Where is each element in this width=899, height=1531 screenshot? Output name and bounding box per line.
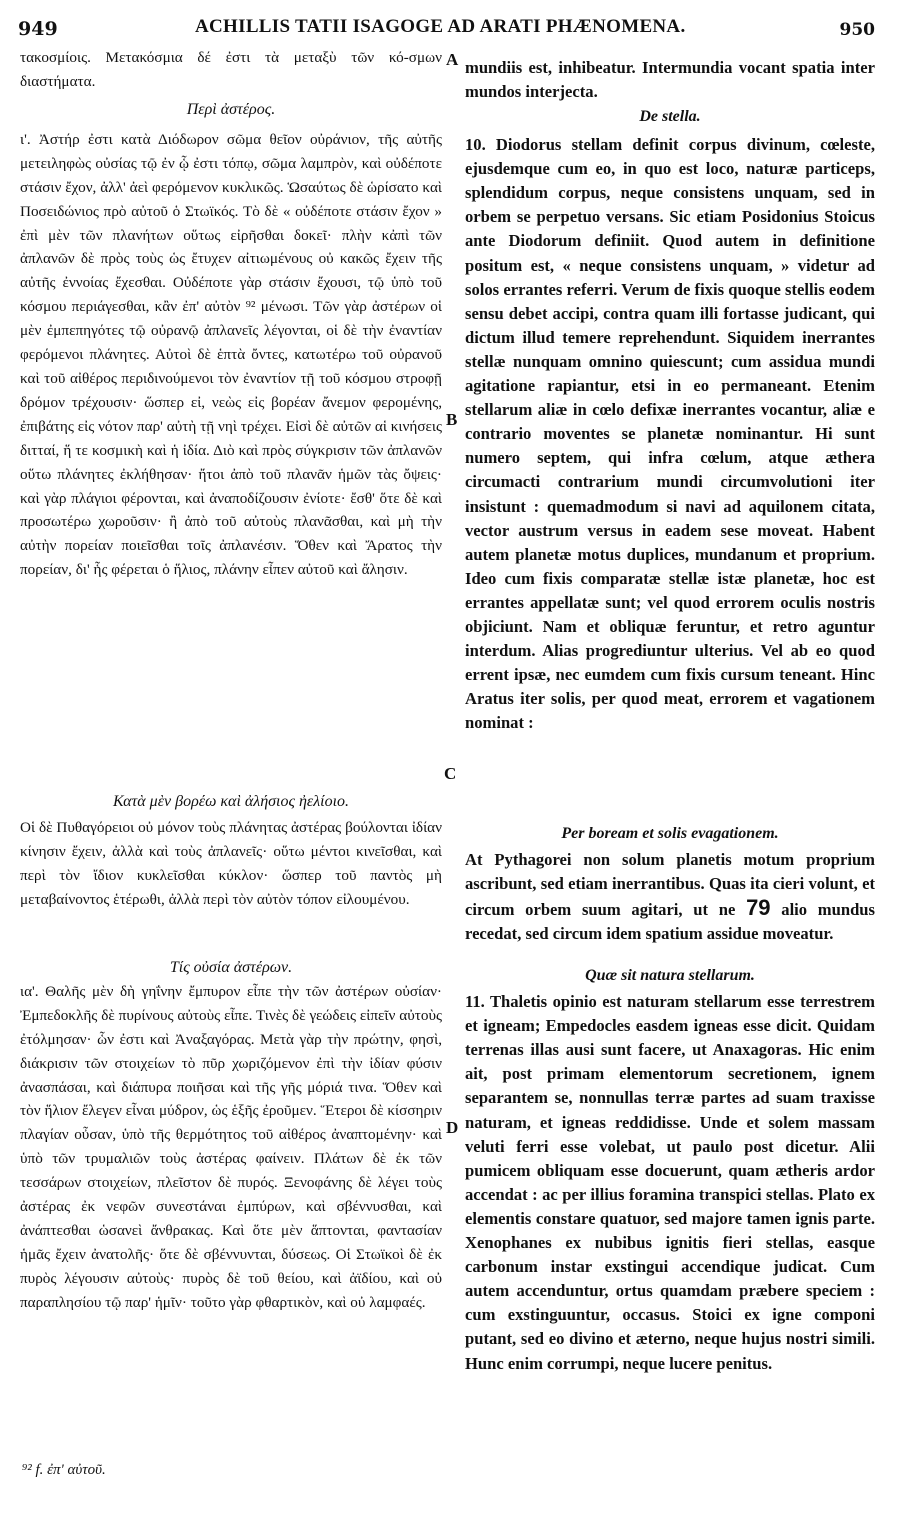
column-number-79: 79 — [746, 895, 771, 921]
greek-paragraph-stella: ι'. Ἀστήρ ἐστι κατὰ Διόδωρον σῶμα θεῖον οὐράνιον, τῆς αὐτῆς μετειληφὼς οὐσίας τῷ ἐν ᾧ ἐστι τόπῳ, σῶμα λαμπρὸν, καὶ οὐδέποτε στάσιν ἔχον, ἀλλ' ἀεὶ φερόμενον κυκλικῶς. Ὡσαύτως δὲ ὡρίσατο καὶ Ποσειδώνιος πρὸ αὐτοῦ ὁ Στωϊκός. Τὸ δὲ « οὐδέποτε στάσιν ἔχον » ἐπὶ μὲν τῶν πλανήτων οὕτως εἰρῆσθαι δοκεῖ· πλὴν κἀπὶ τῶν ἀπλανῶν δὲ πρὸς τοὺς ὡς ἔτυχεν αἰτιωμένους οὐ κακῶς ἔχειν τῆς αὐτῆς ἐννοίας ἔχεσθαι. Οὐδέποτε γὰρ στάσιν ἔχουσι, τῷ ὑπὸ τοῦ κόσμου περιάγεσθαι, κἂν ἐπ' αὐτὸν ⁹² μένωσι. Τῶν γὰρ ἀστέρων οἱ μὲν ἐμπεπηγότες τῷ οὐρανῷ ἀπλανεῖς λέγονται, οἱ δὲ τὴν ἐναντίαν φερόμενοι πλάνητες. Αὐτοὶ δὲ ἑπτὰ ὄντες, κατωτέρω τοῦ οὐρανοῦ καὶ τοῦ αἰθέρος περιδινούμενοι τὸν ἐναντίον τῇ τοῦ κόσμου στροφῇ δρόμον τρέχουσιν· ὥσπερ εἰ, νεὼς εἰς βορέαν ἄνεμον φερομένης, ἐπιβάτης εἰς νότον παρ' αὐτὴ τῇ νηὶ τρέχει. Εἰσὶ δὲ αὐτῶν αἱ κινήσεις διτταί, ἥ τε κοσμικὴ καὶ ἡ ἰδία. Διὸ καὶ πρὸς σύγκρισιν τῶν ἀπλανῶν οὕτω πλάνητες ἐκλήθησαν· ἤτοι ἀπὸ τοῦ πλανᾶν ἡμῶν τὰς ὄψεις· καὶ γὰρ πλάγιοι φέρονται, καὶ ἀναποδίζουσιν ἐνίοτε· ἔσθ' ὅτε δὲ καὶ προσωτέρω χωροῦσιν· ἢ ἀπὸ τοῦ αὐτοὺς πλανᾶσθαι, καὶ μὴ τὴν αὐτὴν πορείαν ποιεῖσθαι τοῖς ἀπλανέσιν. Ὅθεν καὶ Ἄρατος τὴν πορείαν, δι' ἧς φέρεται ὁ ἥλιος, πλάνην εἶπεν αὐτοῦ καὶ ἄλησιν. — [20, 130, 442, 579]
greek-paragraph-natura: ια'. Θαλῆς μὲν δὴ γηΐνην ἔμπυρον εἶπε τὴν τῶν ἀστέρων οὐσίαν· Ἐμπεδοκλῆς δὲ πυρίνους αὐτοὺς εἶπε. Τινὲς δὲ γεώδεις εἰπεῖν αὐτοὺς ἐτόλμησαν· ὧν ἐστι καὶ Ἀναξαγόρας. Μετὰ γὰρ τὴν πρώτην, φησὶ, διάκρισιν τῶν στοιχείων τὸ πῦρ χωριζόμενον ἐπὶ τὴν ἰδίαν φύσιν ἀνασπάσαι, καὶ διάπυρα ποιῆσαι καὶ τῆς γῆς μόριά τινα. Ὅθεν καὶ τὸν ἥλιον ἔλεγεν εἶναι μύδρον, ὡς ἑξῆς ἐροῦμεν. Ἕτεροι δὲ κίσσηριν πλαγίαν οὖσαν, ὑπὸ τῆς θερμότητος τοῦ αἰθέρος ἀναπτομένην· καὶ ὑπὸ τῶν τρυμαλιῶν τοὺς ἀστέρας φαίνειν. Πλάτων δὲ ἐκ τῶν τεσσάρων στοιχείων, πλεῖστον δὲ πυρός. Ξενοφάνης δὲ λέγει τοὺς ἀστέρας ἐκ νεφῶν συνεστάναι ἐμπύρων, καὶ σβέννυσθαι, καὶ ἀνάπτεσθαι ὡσανεὶ ἄνθρακας. Καὶ ὅτε μὲν ἅπτονται, φαντασίαν ἡμᾶς ἔχειν ἀνατολῆς· ὅτε δὲ σβέννυνται, δύσεως. Οἱ Στωϊκοὶ δὲ ἐκ πυρὸς λέγουσιν αὐτοὺς· πυρὸς δὲ τοῦ θείου, καὶ ἀϊδίου, καὶ οὐ παραπλησίου τῷ παρ' ἡμῖν· τοῦτο γὰρ φθαρτικὸν, καὶ οὐ λαμφαές. — [20, 982, 442, 1311]
page-header — [0, 14, 899, 48]
greek-section-stella — [20, 98, 442, 582]
latin-heading-quotation: Per boream et solis evagationem. — [561, 825, 779, 842]
margin-marker-b: B — [446, 410, 458, 429]
latin-section-stella — [465, 105, 875, 735]
greek-paragraph-pythagorei: Οἱ δὲ Πυθαγόρειοι οὐ μόνον τοὺς πλάνητας ἀστέρας βούλονται ἰδίαν κίνησιν ἔχειν, ἀλλὰ καὶ τοὺς ἀπλανεῖς· οὕτω μέντοι κινεῖσθαι, καὶ περὶ τὸν ἴδιον κυκλεῖσθαι κύκλον· ὥσπερ τοῦ παντὸς μὴ μεταβαίνοντος ἑτέρωθι, ἀλλὰ περὶ τὸν αὐτὸν τόπον εἰλουμένου. — [20, 818, 442, 908]
greek-heading-quotation: Κατὰ μὲν βορέω καὶ ἀλήσιος ἠελίοιο. — [112, 793, 350, 810]
latin-paragraph-natura: 11. Thaletis opinio est naturam stellarum esse terrestrem et igneam; Empedocles easdem igneas esse dicit. Quidam terrenas illas ausi sunt facere, ut Anaxagoras. Hic enim ait, post primam elementorum secretionem, ignem separantem se, nonnullas terræ partes ad suam traxisse naturam, et igneas reddidisse. Unde et solem massam veluti ferri esse volebat, ut paulo post dicetur. Alii pumicem obliquam esse docuerunt, quam ætheris ardor accendat : ac per illius foramina transpici stellas. Plato ex elementis constare quatuor, sed majore tamen ignis parte. Xenophanes ex nubibus ignitis fieri stellas, easque carbonum instar exstingui accendique judicat. Cum autem accenduntur, ortus quamdam præbere speciem : cum exstinguuntur, occasus. Stoici ex igne componi putant, sed eo divino et æterno, neque hujus nostri simili. Hunc enim corrumpi, neque lucere penitus. — [465, 992, 875, 1373]
latin-section-quotation — [465, 822, 875, 946]
page-number-left: 949 — [18, 18, 58, 40]
margin-marker-c: C — [444, 764, 457, 783]
footnote: ⁹² f. ἐπ' αὐτοῦ. — [22, 1462, 106, 1478]
latin-pythagorei-part-b: alio mundus recedat, sed circum idem spatium assidue moveatur. — [465, 900, 875, 944]
latin-section-natura — [465, 964, 875, 1376]
greek-intro-section — [20, 46, 442, 94]
greek-heading-natura: Τίς οὐσία ἀστέρων. — [169, 959, 293, 976]
latin-paragraph-stella: 10. Diodorus stellam definit corpus divinum, cœleste, ejusdemque cum eo, in quo est loco, naturæ particeps, splendidum corpus, neque consistens unquam, sed in orbem se perpetuo versans. Sic etiam Posidonius Stoicus ante Diodorum definiit. Quod autem in definitione positum est, « neque consistens unquam, » videtur ad solos errantes referri. Verum de fixis quoque stellis eodem sensu debet accipi, contra quam illi fortasse judicant, qui dictum illud temere reprehendunt. Siquidem inerrantes stellæ nunquam omnino quiescunt; cum assidua mundi agitatione rapiantur, etsi in eo permaneant. Etenim stellarum aliæ in cœlo defixæ inerrantes vocantur, aliæ e contrario moventes se planetæ nominantur. Hi sunt numero septem, qui infra cœlum, atque æthera circumacti contrarium mundi circumvolutioni iter insistunt : quemadmodum si navi ad aquilonem citata, vector austrum versus in eadem sese moveat. Habent autem planetæ motus duplices, mundanum et proprium. Ideo cum fixis comparatæ stellæ istæ planetæ, hoc est errantes appellatæ sunt; vel quod errorem oculis nostris objiciunt. Nam et obliquæ feruntur, et retro aguntur interdum. Alias progrediuntur ulterius. Vel ab eo quod errent ipsæ, nec eumdem cum fixis cursum teneant. Hinc Aratus iter solis, per quod meat, errorem et vagationem nominat : — [465, 135, 875, 733]
latin-pythagorei-part-a: At Pythagorei non solum planetis motum proprium ascribunt, sed etiam inerrantibus. Quas ita cieri volunt, et circum orbem suum agitari, ut ne — [465, 850, 875, 920]
margin-marker-d: D — [446, 1118, 459, 1137]
latin-paragraph-pythagorei — [465, 848, 875, 946]
latin-heading-natura: Quæ sit natura stellarum. — [585, 967, 755, 984]
margin-marker-a: A — [446, 50, 459, 69]
greek-heading-stella: Περὶ ἀστέρος. — [186, 101, 276, 118]
latin-intro-section — [465, 56, 875, 104]
greek-section-natura — [20, 956, 442, 1315]
running-title: ACHILLIS TATII ISAGOGE AD ARATI PHÆNOMENA. — [195, 16, 686, 37]
greek-section-quotation — [20, 790, 442, 912]
latin-heading-stella: De stella. — [639, 108, 701, 125]
latin-intro-text: mundiis est, inhibeatur. Intermundia vocant spatia inter mundos interjecta. — [465, 58, 875, 102]
page-number-right: 950 — [839, 20, 875, 40]
greek-intro-text: τακοσμίοις. Μετακόσμια δέ ἐστι τὰ μεταξὺ τῶν κό-σμων διαστήματα. — [20, 49, 442, 90]
